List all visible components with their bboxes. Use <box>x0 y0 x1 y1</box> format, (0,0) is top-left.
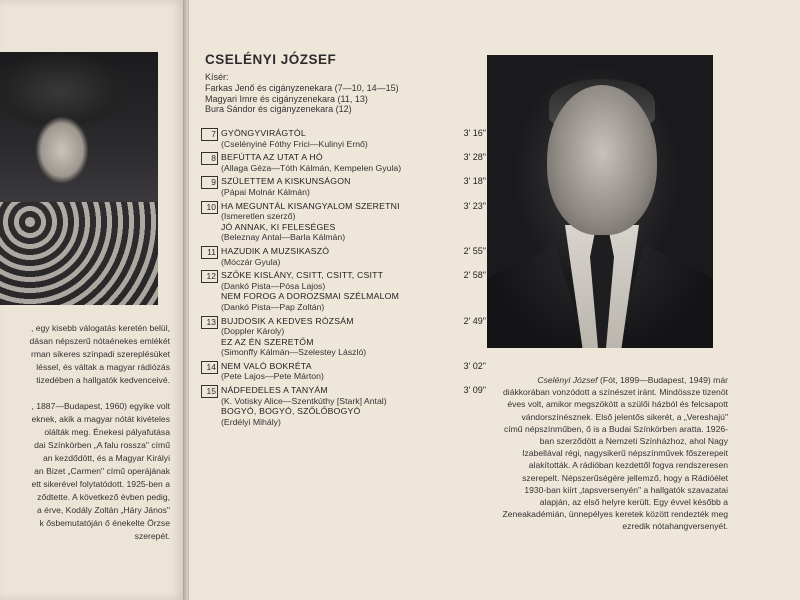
bio-line: 1930-ban kiírt „tapsversenyén" a hallgatók szavazatai <box>524 484 728 495</box>
bio-line: vándorszínésznek. Első jelentős sikerét, a „Vereshajú" <box>521 411 728 422</box>
track-number: 11 <box>201 246 218 259</box>
left-text-line: szerepét. <box>134 531 170 541</box>
accompaniment-line: Kísér: <box>205 72 229 82</box>
bio-line: című népszínműben, ő is a Budai Színkörben aratta. 1926- <box>503 423 728 434</box>
track-item <box>201 246 486 267</box>
track-credit: (Dankó Pista—Pósa Lajos) <box>221 280 326 291</box>
left-text-line: k ősbemutatóján ő énekelte Örzse <box>39 518 170 528</box>
bio-line: Zeneakadémián, ünnepélyes keretek között rendezték meg <box>502 509 728 520</box>
track-number: 10 <box>201 201 218 214</box>
left-text-line: , 1887—Budapest, 1960) egyike volt <box>31 401 170 411</box>
accompaniment-line: Magyari Imre és cigányzenekara (11, 13) <box>205 93 368 104</box>
left-text-line: ződtette. A következő évben pedig, <box>37 492 170 502</box>
track-title: NEM VALÓ BOKRÉTA <box>221 360 312 371</box>
left-text-line: , egy kisebb válogatás keretén belül, <box>30 323 170 333</box>
track-title: GYÖNGYVIRÁGTÓL <box>221 128 306 138</box>
bio-line: alakították. A rádióban kezdettől fogva rendszeresen <box>528 460 728 471</box>
track-credit: (Pete Lajos—Pete Márton) <box>221 371 324 382</box>
left-text-line: ett sikerével folytatódott. 1925-ben a <box>31 479 170 489</box>
track-duration: 2' 55" <box>463 245 486 256</box>
accompaniment-line: Bura Sándor és cigányzenekara (12) <box>205 104 352 115</box>
track-credit: (Erdélyi Mihály) <box>221 416 281 427</box>
bio-line: ezredik nótahangversenyét. <box>622 521 728 532</box>
left-text-line: tizedében a hallgatók kedvenceivé. <box>36 375 170 385</box>
track-title: BUJDOSIK A KEDVES RÓZSÁM <box>221 315 354 326</box>
bio-line: szerepelt. Népszerűségére jellemző, hogy a Rádióélet <box>522 472 728 483</box>
bio-line: diákkorában vonzódott a színészet iránt. Mindössze tizenöt <box>503 387 728 398</box>
track-duration: 3' 02" <box>463 360 486 371</box>
track-credit: (Simonffy Kálmán—Szelestey László) <box>221 347 367 358</box>
left-page-text <box>0 322 170 543</box>
track-title: BEFÚTTA AZ UTAT A HÓ <box>221 152 323 163</box>
bio-line: ban szerződött a Nemzeti Színházhoz, ahol Nagy <box>539 436 728 447</box>
track-credit: (Allaga Géza—Tóth Kálmán, Kempelen Gyula) <box>221 162 402 173</box>
accompaniment-line: Farkas Jenő és cigányzenekara (7—10, 14—15) <box>205 82 399 93</box>
track-number: 12 <box>201 270 218 283</box>
track-title: NÁDFEDELES A TANYÁM <box>221 385 328 396</box>
biography-text <box>496 374 728 533</box>
track-list <box>201 128 486 430</box>
track-number: 15 <box>201 385 218 398</box>
portrait-photo-cselenyi <box>487 55 713 348</box>
track-item <box>201 128 486 149</box>
track-item <box>201 152 486 173</box>
bio-line: éves volt, amikor megszökött a szülői házból és felcsapott <box>507 399 728 410</box>
left-text-line: léssel, és váltak a magyar rádiózás <box>36 362 170 372</box>
left-text-line: rman sikeres színpadi szereplésüket <box>31 349 170 359</box>
track-title: SZÜLETTEM A KISKUNSÁGON <box>221 176 351 187</box>
track-credit: (Pápai Molnár Kálmán) <box>221 186 310 197</box>
left-text-line: olálták meg. Énekesi pályafutása <box>44 427 170 437</box>
photo-collar-detail <box>0 202 158 305</box>
track-item <box>201 385 486 427</box>
track-title: NEM FOROG A DOROZSMAI SZÉLMALOM <box>221 291 400 302</box>
accompaniment-list <box>205 72 399 115</box>
left-text-line: a érve, Kodály Zoltán „Háry János" <box>37 505 170 515</box>
left-page <box>0 0 185 600</box>
left-text-line: eknek, akik a magyar nótát kivételes <box>31 414 170 424</box>
track-number: 14 <box>201 361 218 374</box>
singer-photo-left <box>0 52 158 305</box>
track-credit: (Dankó Pista—Pap Zoltán) <box>221 301 325 312</box>
track-duration: 3' 23" <box>463 200 486 211</box>
track-item <box>201 361 486 382</box>
track-title: HAZUDIK A MUZSIKASZÓ <box>221 245 330 256</box>
track-title: BOGYÓ, BOGYÓ, SZŐLŐBOGYÓ <box>221 406 361 417</box>
left-text-line: an kezdődött, és a Magyar Királyi <box>42 453 170 463</box>
bio-line: alapján, az első helyre került. Egy évvel később a <box>539 497 728 508</box>
track-duration: 3' 18" <box>463 176 486 187</box>
track-duration: 3' 16" <box>463 128 486 138</box>
track-title: HA MEGUNTÁL KISANGYALOM SZERETNI <box>221 200 400 211</box>
left-text-line: dásan népszerű nótaénekes emlékét <box>29 336 170 346</box>
track-duration: 3' 28" <box>463 152 486 163</box>
track-credit: (K. Votisky Alice—Szentkúthy [Stark] Antal) <box>221 395 387 406</box>
track-credit: (Beleznay Antal—Barla Kálmán) <box>221 232 346 243</box>
track-title: SZŐKE KISLÁNY, CSITT, CSITT, CSITT <box>221 270 384 281</box>
left-text-line: dai Színkörben „A falu rossza" című <box>34 440 170 450</box>
track-duration: 3' 09" <box>463 385 486 396</box>
track-credit: (Móczár Gyula) <box>221 256 281 267</box>
bio-name: Cselényi József <box>537 375 598 385</box>
track-item <box>201 270 486 312</box>
track-duration: 2' 49" <box>463 315 486 326</box>
track-item <box>201 201 486 243</box>
bio-line: Izabellával régi, nagysikerű népszínművek főszerepeit <box>522 448 728 459</box>
track-credit: (Cselényiné Fóthy Frici—Kulinyi Ernő) <box>221 138 368 149</box>
track-title: JÓ ANNAK, KI FELESÉGES <box>221 221 336 232</box>
bio-lines <box>496 386 728 532</box>
track-duration: 2' 58" <box>463 270 486 281</box>
track-item <box>201 316 486 358</box>
left-text-line <box>0 387 170 400</box>
track-number: 13 <box>201 316 218 329</box>
track-credit: (Doppler Károly) <box>221 326 285 337</box>
track-item <box>201 176 486 197</box>
track-number: 7 <box>201 128 218 141</box>
artist-name: CSELÉNYI JÓZSEF <box>205 52 337 67</box>
track-number: 9 <box>201 176 218 189</box>
left-text-line: an Bizet „Carmen" című operájának <box>34 466 170 476</box>
track-title: EZ AZ ÉN SZERETŐM <box>221 336 314 347</box>
track-number: 8 <box>201 152 218 165</box>
track-credit: (Ismeretlen szerző) <box>221 211 296 222</box>
bio-first-line-rest: (Fót, 1899—Budapest, 1949) már <box>597 375 728 385</box>
bio-first-line <box>496 374 728 386</box>
right-page <box>189 0 800 600</box>
